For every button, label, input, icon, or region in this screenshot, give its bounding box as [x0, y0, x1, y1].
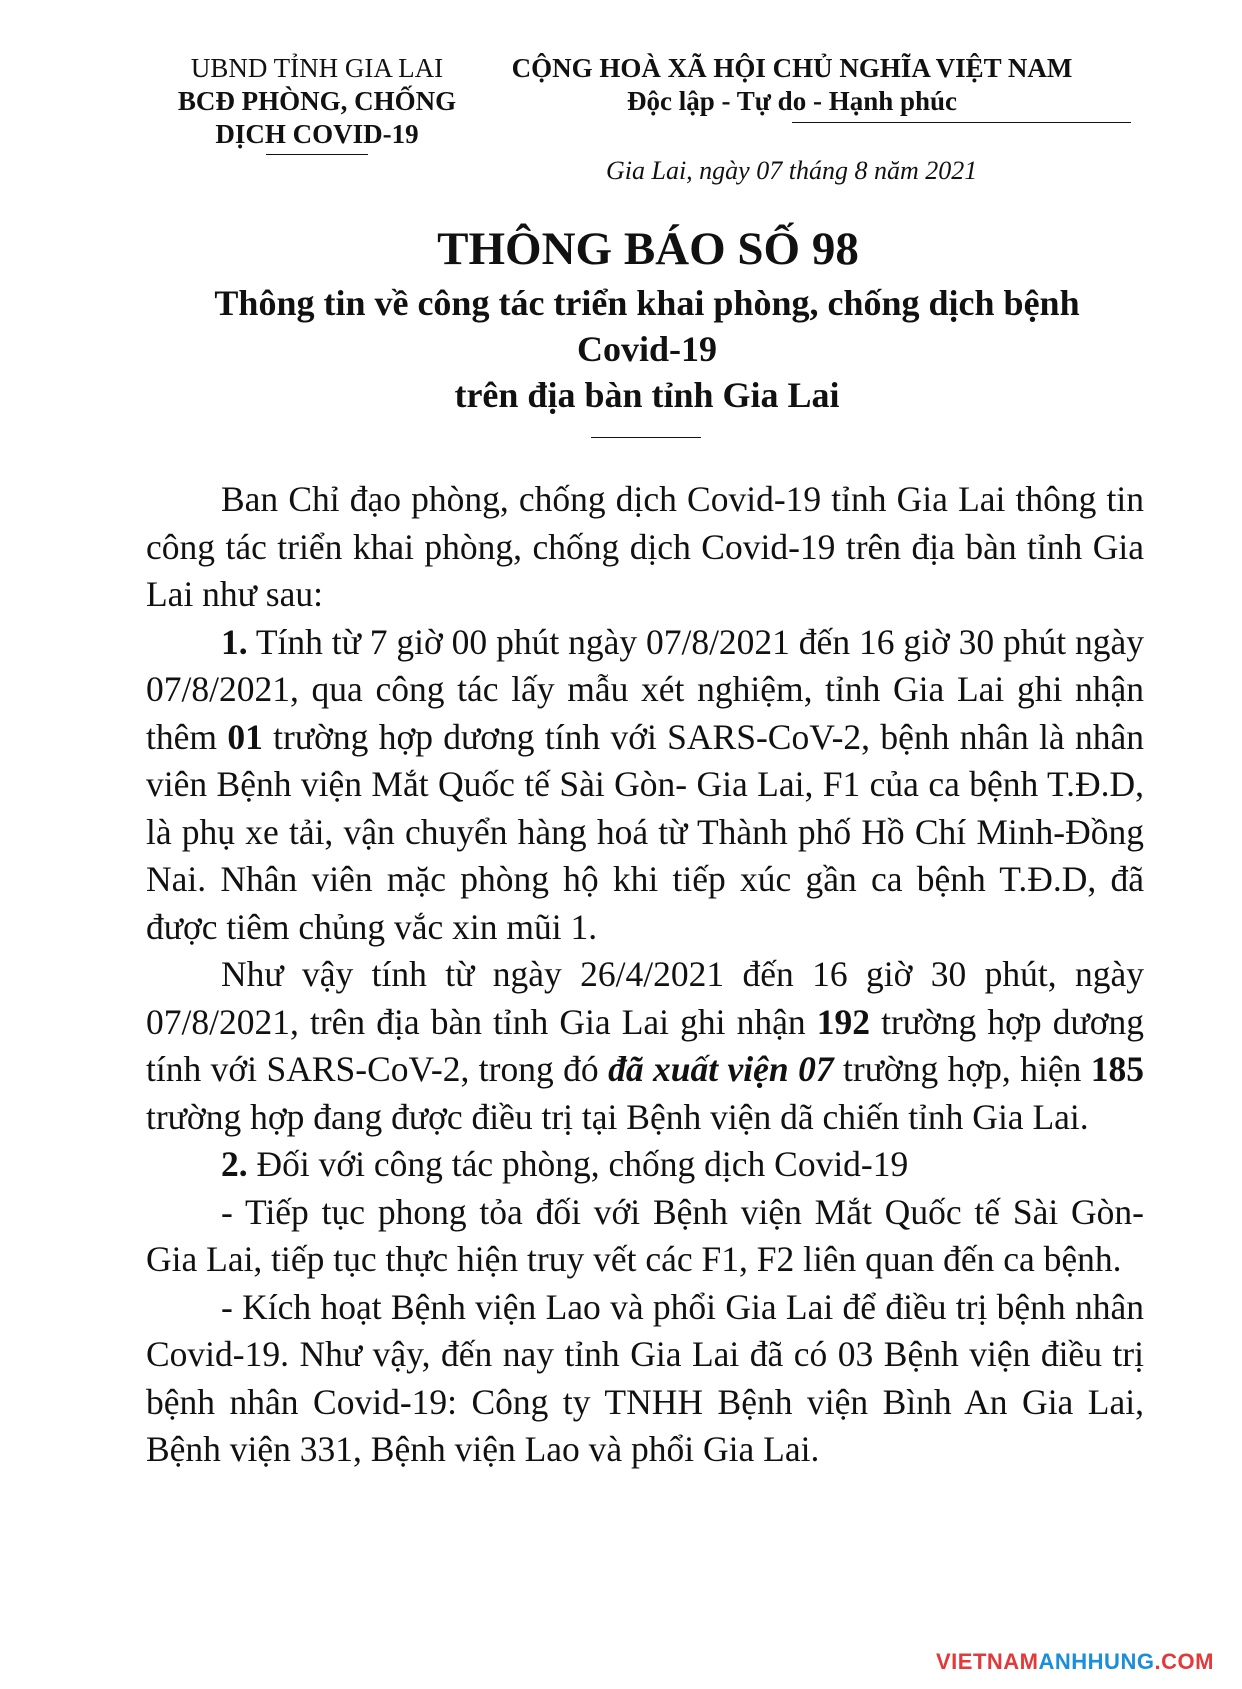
section-1-summary-paragraph [146, 951, 1144, 1141]
site-watermark [936, 1649, 1214, 1675]
section-2-bullet-1: - Tiếp tục phong tỏa đối với Bệnh viện Mắt Quốc tế Sài Gòn- Gia Lai, tiếp tục thực hiện truy vết các F1, F2 liên quan đến ca bệnh. [146, 1191, 1144, 1279]
section-2-heading [146, 1141, 1144, 1189]
summary-text-d: trường hợp đang được điều trị tại Bệnh viện dã chiến tỉnh Gia Lai. [146, 1096, 1089, 1137]
country-name: CỘNG HOÀ XÃ HỘI CHỦ NGHĨA VIỆT NAM [511, 53, 1073, 83]
section-2-number: 2. [221, 1144, 248, 1184]
title-divider [591, 437, 701, 438]
watermark-part-2: ANHHUNG [1038, 1649, 1155, 1674]
section-1-paragraph [146, 619, 1144, 952]
motto: Độc lập - Tự do - Hạnh phúc [626, 86, 958, 116]
total-case-count: 192 [816, 1001, 870, 1042]
agency-line-2: BCĐ PHÒNG, CHỐNG [177, 86, 457, 116]
discharged-count: đã xuất viện 07 [608, 1049, 834, 1089]
treating-count: 185 [1090, 1049, 1144, 1089]
intro-paragraph: Ban Chỉ đạo phòng, chống dịch Covid-19 tỉnh Gia Lai thông tin công tác triển khai phòng, chống dịch Covid-19 trên địa bàn tỉnh Gia Lai như sau: [146, 479, 1144, 614]
subtitle-line-1: Thông tin về công tác triển khai phòng, chống dịch bệnh [214, 283, 1080, 323]
document-subtitle [146, 280, 1148, 418]
section-1-text-a: Tính từ 7 giờ 00 phút ngày 07/8/2021 đến 16 giờ 30 phút ngày 07/8/2021, qua công tác lấy mẫu xét nghiệm, tỉnh Gia Lai ghi nhận thêm [146, 621, 1144, 757]
summary-text-b: trường hợp dương tính với SARS-CoV-2, trong đó [146, 1001, 1145, 1089]
section-2-bullet-2: - Kích hoạt Bệnh viện Lao và phổi Gia Lai để điều trị bệnh nhân Covid-19. Như vậy, đến nay tỉnh Gia Lai đã có 03 Bệnh viện điều trị bệnh nhân Covid-19: Công ty TNHH Bệnh viện Bình An Gia Lai, Bệnh viện 331, Bệnh viện Lao và phổi Gia Lai. [146, 1286, 1144, 1469]
agency-line-3: DỊCH COVID-19 [215, 119, 419, 149]
agency-underline [266, 154, 368, 155]
section-1-number: 1. [221, 621, 248, 662]
watermark-part-1: VIETNAM [936, 1649, 1039, 1674]
summary-text-c: trường hợp, hiện [833, 1049, 1091, 1089]
document-date: Gia Lai, ngày 07 tháng 8 năm 2021 [606, 156, 978, 185]
subtitle-line-3: trên địa bàn tỉnh Gia Lai [454, 375, 840, 415]
issuing-agency-header [152, 52, 482, 155]
new-case-count: 01 [227, 716, 263, 757]
subtitle-line-2: Covid-19 [576, 329, 717, 369]
section-2-heading-text: Đối với công tác phòng, chống dịch Covid-19 [247, 1144, 909, 1184]
agency-line-1: UBND TỈNH GIA LAI [190, 53, 444, 83]
summary-text-a: Như vậy tính từ ngày 26/4/2021 đến 16 giờ 30 phút, ngày 07/8/2021, trên địa bàn tỉnh Gia Lai ghi nhận [146, 954, 1144, 1042]
national-motto-header [492, 52, 1092, 118]
watermark-part-3: .COM [1154, 1649, 1214, 1674]
motto-underline [792, 122, 1131, 123]
document-title: THÔNG BÁO SỐ 98 [437, 223, 859, 275]
section-1-text-b: trường hợp dương tính với SARS-CoV-2, bệnh nhân là nhân viên Bệnh viện Mắt Quốc tế Sài Gòn- Gia Lai, F1 của ca bệnh T.Đ.D, là phụ xe tải, vận chuyển hàng hoá từ Thành phố Hồ Chí Minh-Đồng Nai. Nhân viên mặc phòng hộ khi tiếp xúc gần ca bệnh T.Đ.D, đã được tiêm chủng vắc xin mũi 1. [146, 716, 1145, 947]
document-body [146, 476, 1144, 1474]
